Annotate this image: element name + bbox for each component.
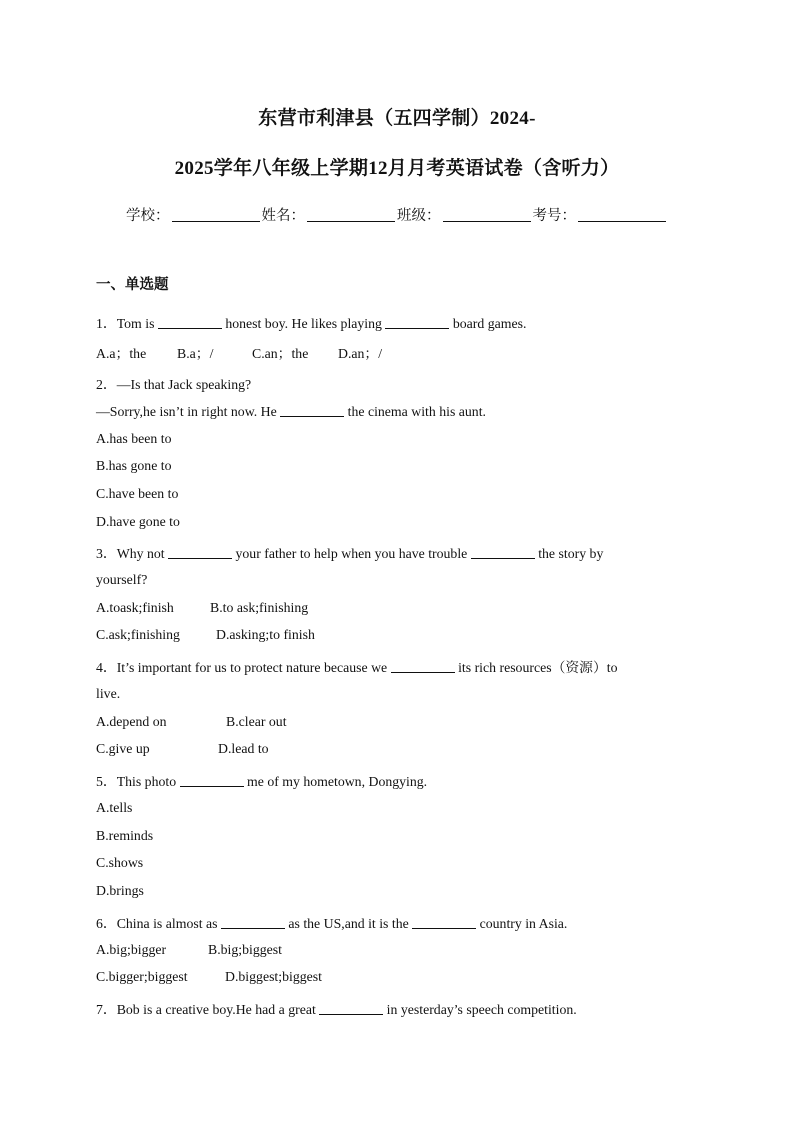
q1-option-c: C.an；the bbox=[252, 346, 309, 361]
class-blank bbox=[443, 207, 531, 222]
q1-option-d: D.an；/ bbox=[338, 346, 383, 361]
q3-option-d: D.asking;to finish bbox=[216, 627, 315, 642]
question-4-options-row1 bbox=[96, 714, 287, 730]
question-3-options-row1 bbox=[96, 600, 308, 616]
q6-text-a: 6．China is almost as bbox=[96, 916, 221, 931]
question-4-options-row2 bbox=[96, 741, 269, 757]
q3-text-c: the story by bbox=[534, 546, 604, 561]
q5-text-b: me of my hometown, Dongying. bbox=[243, 774, 428, 789]
exam-title-line1: 东营市利津县（五四学制）2024- bbox=[258, 108, 536, 129]
q6-option-c: C.bigger;biggest bbox=[96, 969, 188, 984]
q5-option-b: B.reminds bbox=[96, 828, 154, 843]
answer-blank bbox=[168, 545, 232, 559]
q3-option-b: B.to ask;finishing bbox=[210, 600, 309, 615]
q2-option-b: B.has gone to bbox=[96, 458, 172, 473]
q6-option-a: A.big;bigger bbox=[96, 942, 167, 957]
q2-option-d: D.have gone to bbox=[96, 514, 180, 529]
q1-text-c: board games. bbox=[449, 316, 527, 331]
exam-title-line2: 2025学年八年级上学期12月月考英语试卷（含听力） bbox=[174, 158, 620, 179]
number-label: 考号： bbox=[532, 208, 576, 224]
answer-blank bbox=[391, 659, 455, 673]
answer-blank bbox=[412, 915, 476, 929]
answer-blank bbox=[471, 545, 535, 559]
answer-blank bbox=[158, 315, 222, 329]
name-blank bbox=[307, 207, 395, 222]
q5-text-a: 5．This photo bbox=[96, 774, 180, 789]
question-1-stem bbox=[96, 312, 526, 332]
q2-option-c: C.have been to bbox=[96, 486, 179, 501]
answer-blank bbox=[180, 773, 244, 787]
question-2-reply bbox=[96, 403, 486, 420]
q4-text-b: its rich resources（资源）to bbox=[454, 660, 618, 675]
answer-blank bbox=[221, 915, 285, 929]
student-info-row bbox=[0, 204, 794, 225]
question-6-stem bbox=[96, 912, 567, 932]
answer-blank bbox=[385, 315, 449, 329]
question-3-options-row2 bbox=[96, 627, 315, 643]
question-4-stem bbox=[96, 656, 618, 676]
q4-option-d: D.lead to bbox=[218, 741, 269, 756]
q3-text-b: your father to help when you have trouble bbox=[232, 546, 471, 561]
question-1-options bbox=[96, 342, 382, 362]
q2-text-b: the cinema with his aunt. bbox=[344, 404, 486, 419]
q2-option-a: A.has been to bbox=[96, 431, 172, 446]
question-5-stem bbox=[96, 770, 427, 790]
school-blank bbox=[172, 207, 260, 222]
question-3-stem bbox=[96, 542, 603, 562]
question-2-stem: 2．—Is that Jack speaking? bbox=[96, 377, 252, 392]
q6-text-b: as the US,and it is the bbox=[284, 916, 413, 931]
section-title: 一、单选题 bbox=[96, 277, 169, 293]
q3-text-a: 3．Why not bbox=[96, 546, 169, 561]
q4-option-b: B.clear out bbox=[226, 714, 287, 729]
question-4-stem-cont: live. bbox=[96, 686, 121, 701]
school-label: 学校： bbox=[126, 208, 170, 224]
name-label: 姓名： bbox=[261, 208, 305, 224]
q1-option-b: B.a；/ bbox=[177, 346, 214, 361]
question-7-stem bbox=[96, 998, 577, 1018]
q1-text-a: 1．Tom is bbox=[96, 316, 158, 331]
answer-blank bbox=[280, 403, 344, 417]
class-label: 班级： bbox=[397, 208, 441, 224]
q5-option-a: A.tells bbox=[96, 800, 133, 815]
q3-option-a: A.toask;finish bbox=[96, 600, 174, 615]
q6-option-b: B.big;biggest bbox=[208, 942, 282, 957]
q3-option-c: C.ask;finishing bbox=[96, 627, 180, 642]
question-6-options-row2 bbox=[96, 969, 322, 985]
q1-option-a: A.a；the bbox=[96, 346, 147, 361]
number-blank bbox=[578, 207, 666, 222]
question-6-options-row1 bbox=[96, 942, 282, 958]
answer-blank bbox=[319, 1001, 383, 1015]
q4-text-a: 4．It’s important for us to protect nature because we bbox=[96, 660, 391, 675]
q2-text-a: —Sorry,he isn’t in right now. He bbox=[96, 404, 281, 419]
q1-text-b: honest boy. He likes playing bbox=[221, 316, 386, 331]
question-3-stem-cont: yourself? bbox=[96, 572, 148, 587]
q5-option-d: D.brings bbox=[96, 883, 144, 898]
q7-text-a: 7．Bob is a creative boy.He had a great bbox=[96, 1002, 320, 1017]
q4-option-a: A.depend on bbox=[96, 714, 167, 729]
q5-option-c: C.shows bbox=[96, 855, 144, 870]
q6-option-d: D.biggest;biggest bbox=[225, 969, 322, 984]
q4-option-c: C.give up bbox=[96, 741, 150, 756]
q6-text-c: country in Asia. bbox=[476, 916, 568, 931]
q7-text-b: in yesterday’s speech competition. bbox=[383, 1002, 577, 1017]
